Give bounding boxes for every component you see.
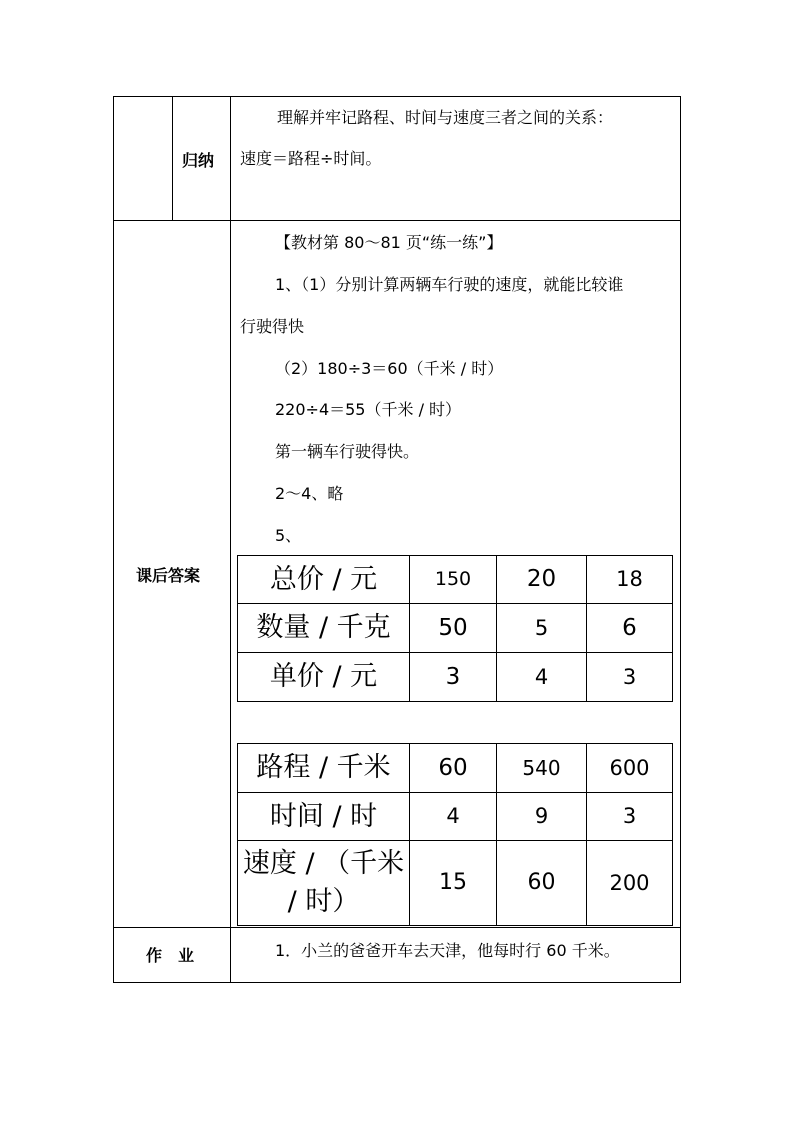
answer-line: 【教材第 80～81 页“练一练”】: [275, 233, 503, 252]
answer-line: 行驶得快: [240, 317, 305, 336]
table-cell: 3: [622, 664, 637, 689]
homework-label: 作 业: [146, 946, 195, 965]
summary-label: 归纳: [182, 151, 215, 170]
border-right: [680, 96, 681, 983]
table-cell: 200: [609, 870, 650, 895]
answer-line: 2～4、略: [275, 484, 344, 503]
table-cell-label: 总价 / 元: [269, 563, 378, 595]
summary-text-line2: 速度＝路程÷时间。: [240, 149, 382, 168]
border-left: [113, 96, 114, 983]
table-cell-label: 数量 / 千克: [256, 612, 391, 644]
table-cell: 50: [438, 614, 468, 641]
table-cell: 4: [446, 804, 460, 829]
table-cell: 60: [527, 870, 556, 896]
border-bottom: [113, 982, 681, 983]
table-cell-label: 时间 / 时: [269, 800, 378, 832]
border-row2: [113, 927, 681, 928]
border-top: [113, 96, 681, 97]
answers-label: 课后答案: [136, 566, 201, 585]
answer-line: （2）180÷3＝60（千米 / 时）: [275, 359, 504, 378]
table-cell: 6: [622, 614, 637, 641]
table-cell: 3: [622, 804, 637, 829]
border-mid: [230, 96, 231, 983]
answer-line: 1、（1）分别计算两辆车行驶的速度，就能比较谁: [275, 275, 624, 294]
table-cell: 9: [534, 804, 549, 829]
summary-text-line1: 理解并牢记路程、时间与速度三者之间的关系：: [277, 108, 614, 127]
homework-text-line1: 1．小兰的爸爸开车去天津，他每时行 60 千米。: [275, 941, 620, 960]
table-cell: 3: [445, 663, 461, 690]
table-cell-label: 速度 / （千米 / 时）: [242, 848, 405, 917]
table-cell: 60: [438, 754, 468, 781]
table-cell: 18: [616, 567, 643, 592]
table-cell: 4: [534, 664, 549, 689]
table-cell: 600: [609, 755, 650, 780]
table-cell-label: 路程 / 千米: [256, 752, 391, 784]
table-cell: 540: [522, 755, 561, 780]
answer-line: 220÷4＝55（千米 / 时）: [275, 400, 462, 419]
table-cell: 15: [439, 870, 467, 896]
answer-line: 第一辆车行驶得快。: [275, 442, 420, 461]
border-row1: [113, 220, 681, 221]
table-cell: 20: [526, 566, 557, 593]
table-cell: 150: [434, 567, 472, 590]
answer-line: 5、: [275, 526, 302, 545]
table-cell-label: 单价 / 元: [269, 661, 378, 693]
border-inner-left: [172, 96, 173, 221]
table-cell: 5: [534, 615, 549, 640]
